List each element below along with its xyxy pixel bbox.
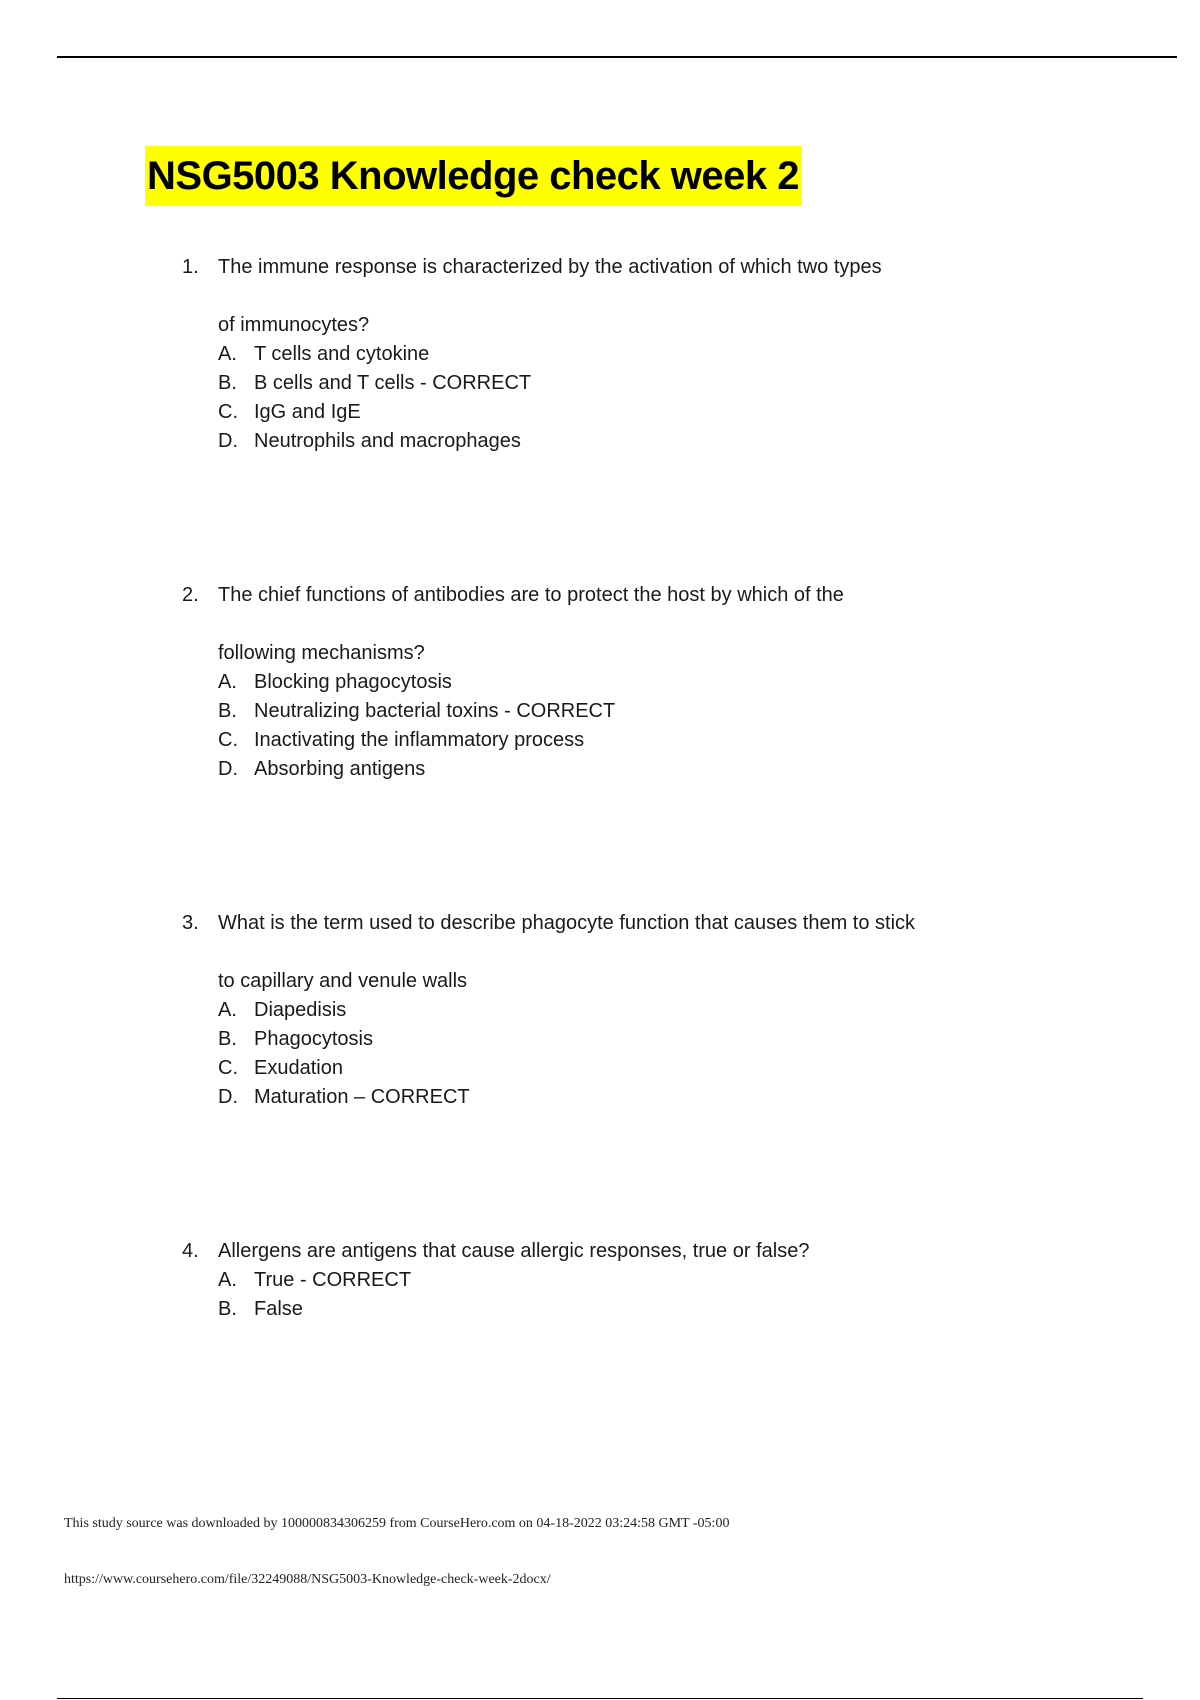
answer-option [182,427,1082,456]
answer-option [182,1025,1082,1054]
option-letter: C. [218,729,238,751]
option-text: Diapedisis [254,999,347,1021]
question-3 [182,908,1082,1112]
option-letter: A. [218,999,237,1021]
answer-option [182,1054,1082,1083]
question-1 [182,252,1082,456]
answer-option [182,996,1082,1025]
option-text: T cells and cytokine [254,343,430,365]
option-letter: C. [218,401,238,423]
download-note: This study source was downloaded by 100000834306259 from CourseHero.com on 04-18-2022 03:24:58 GMT -05:00 [64,1516,730,1531]
document-title: NSG5003 Knowledge check week 2 [145,146,801,206]
question-text: What is the term used to describe phagocyte function that causes them to stick [218,912,916,934]
question-4 [182,1236,1082,1324]
option-text: Neutrophils and macrophages [254,430,521,452]
option-letter: B. [218,1298,237,1320]
answer-option [182,340,1082,369]
answer-option [182,1295,1082,1324]
answer-option [182,1083,1082,1112]
option-text: Inactivating the inflammatory process [254,729,585,751]
option-letter: B. [218,1028,237,1050]
answer-option [182,697,1082,726]
answer-option [182,398,1082,427]
answer-options [182,668,1082,784]
option-text: Absorbing antigens [254,758,426,780]
question-2 [182,580,1082,784]
answer-options [182,340,1082,456]
option-letter: B. [218,372,237,394]
option-letter: D. [218,430,238,452]
option-text: IgG and IgE [254,401,361,423]
answer-option [182,369,1082,398]
option-text: Maturation – CORRECT [254,1086,470,1108]
question-text-continuation: to capillary and venule walls [218,970,468,992]
option-text: False [254,1298,303,1320]
answer-options [182,1266,1082,1324]
question-number: 1. [182,256,199,278]
top-rule [57,56,1177,58]
option-text: Phagocytosis [254,1028,373,1050]
source-url[interactable]: https://www.coursehero.com/file/32249088/NSG5003-Knowledge-check-week-2docx/ [64,1572,551,1587]
option-letter: A. [218,671,237,693]
question-text-continuation: of immunocytes? [218,314,370,336]
option-letter: B. [218,700,237,722]
answer-option [182,726,1082,755]
answer-options [182,996,1082,1112]
bottom-rule [57,1698,1143,1699]
question-text: Allergens are antigens that cause allergic responses, true or false? [218,1240,810,1262]
option-text: Exudation [254,1057,343,1079]
option-letter: C. [218,1057,238,1079]
question-number: 3. [182,912,199,934]
question-text: The chief functions of antibodies are to protect the host by which of the [218,584,844,606]
option-letter: D. [218,758,238,780]
option-letter: A. [218,343,237,365]
answer-option [182,668,1082,697]
answer-option [182,755,1082,784]
answer-option [182,1266,1082,1295]
question-number: 4. [182,1240,199,1262]
question-text-continuation: following mechanisms? [218,642,425,664]
option-letter: A. [218,1269,237,1291]
option-text: Neutralizing bacterial toxins - CORRECT [254,700,616,722]
option-text: Blocking phagocytosis [254,671,452,693]
option-letter: D. [218,1086,238,1108]
option-text: B cells and T cells - CORRECT [254,372,532,394]
question-text: The immune response is characterized by the activation of which two types [218,256,882,278]
question-number: 2. [182,584,199,606]
option-text: True - CORRECT [254,1269,412,1291]
